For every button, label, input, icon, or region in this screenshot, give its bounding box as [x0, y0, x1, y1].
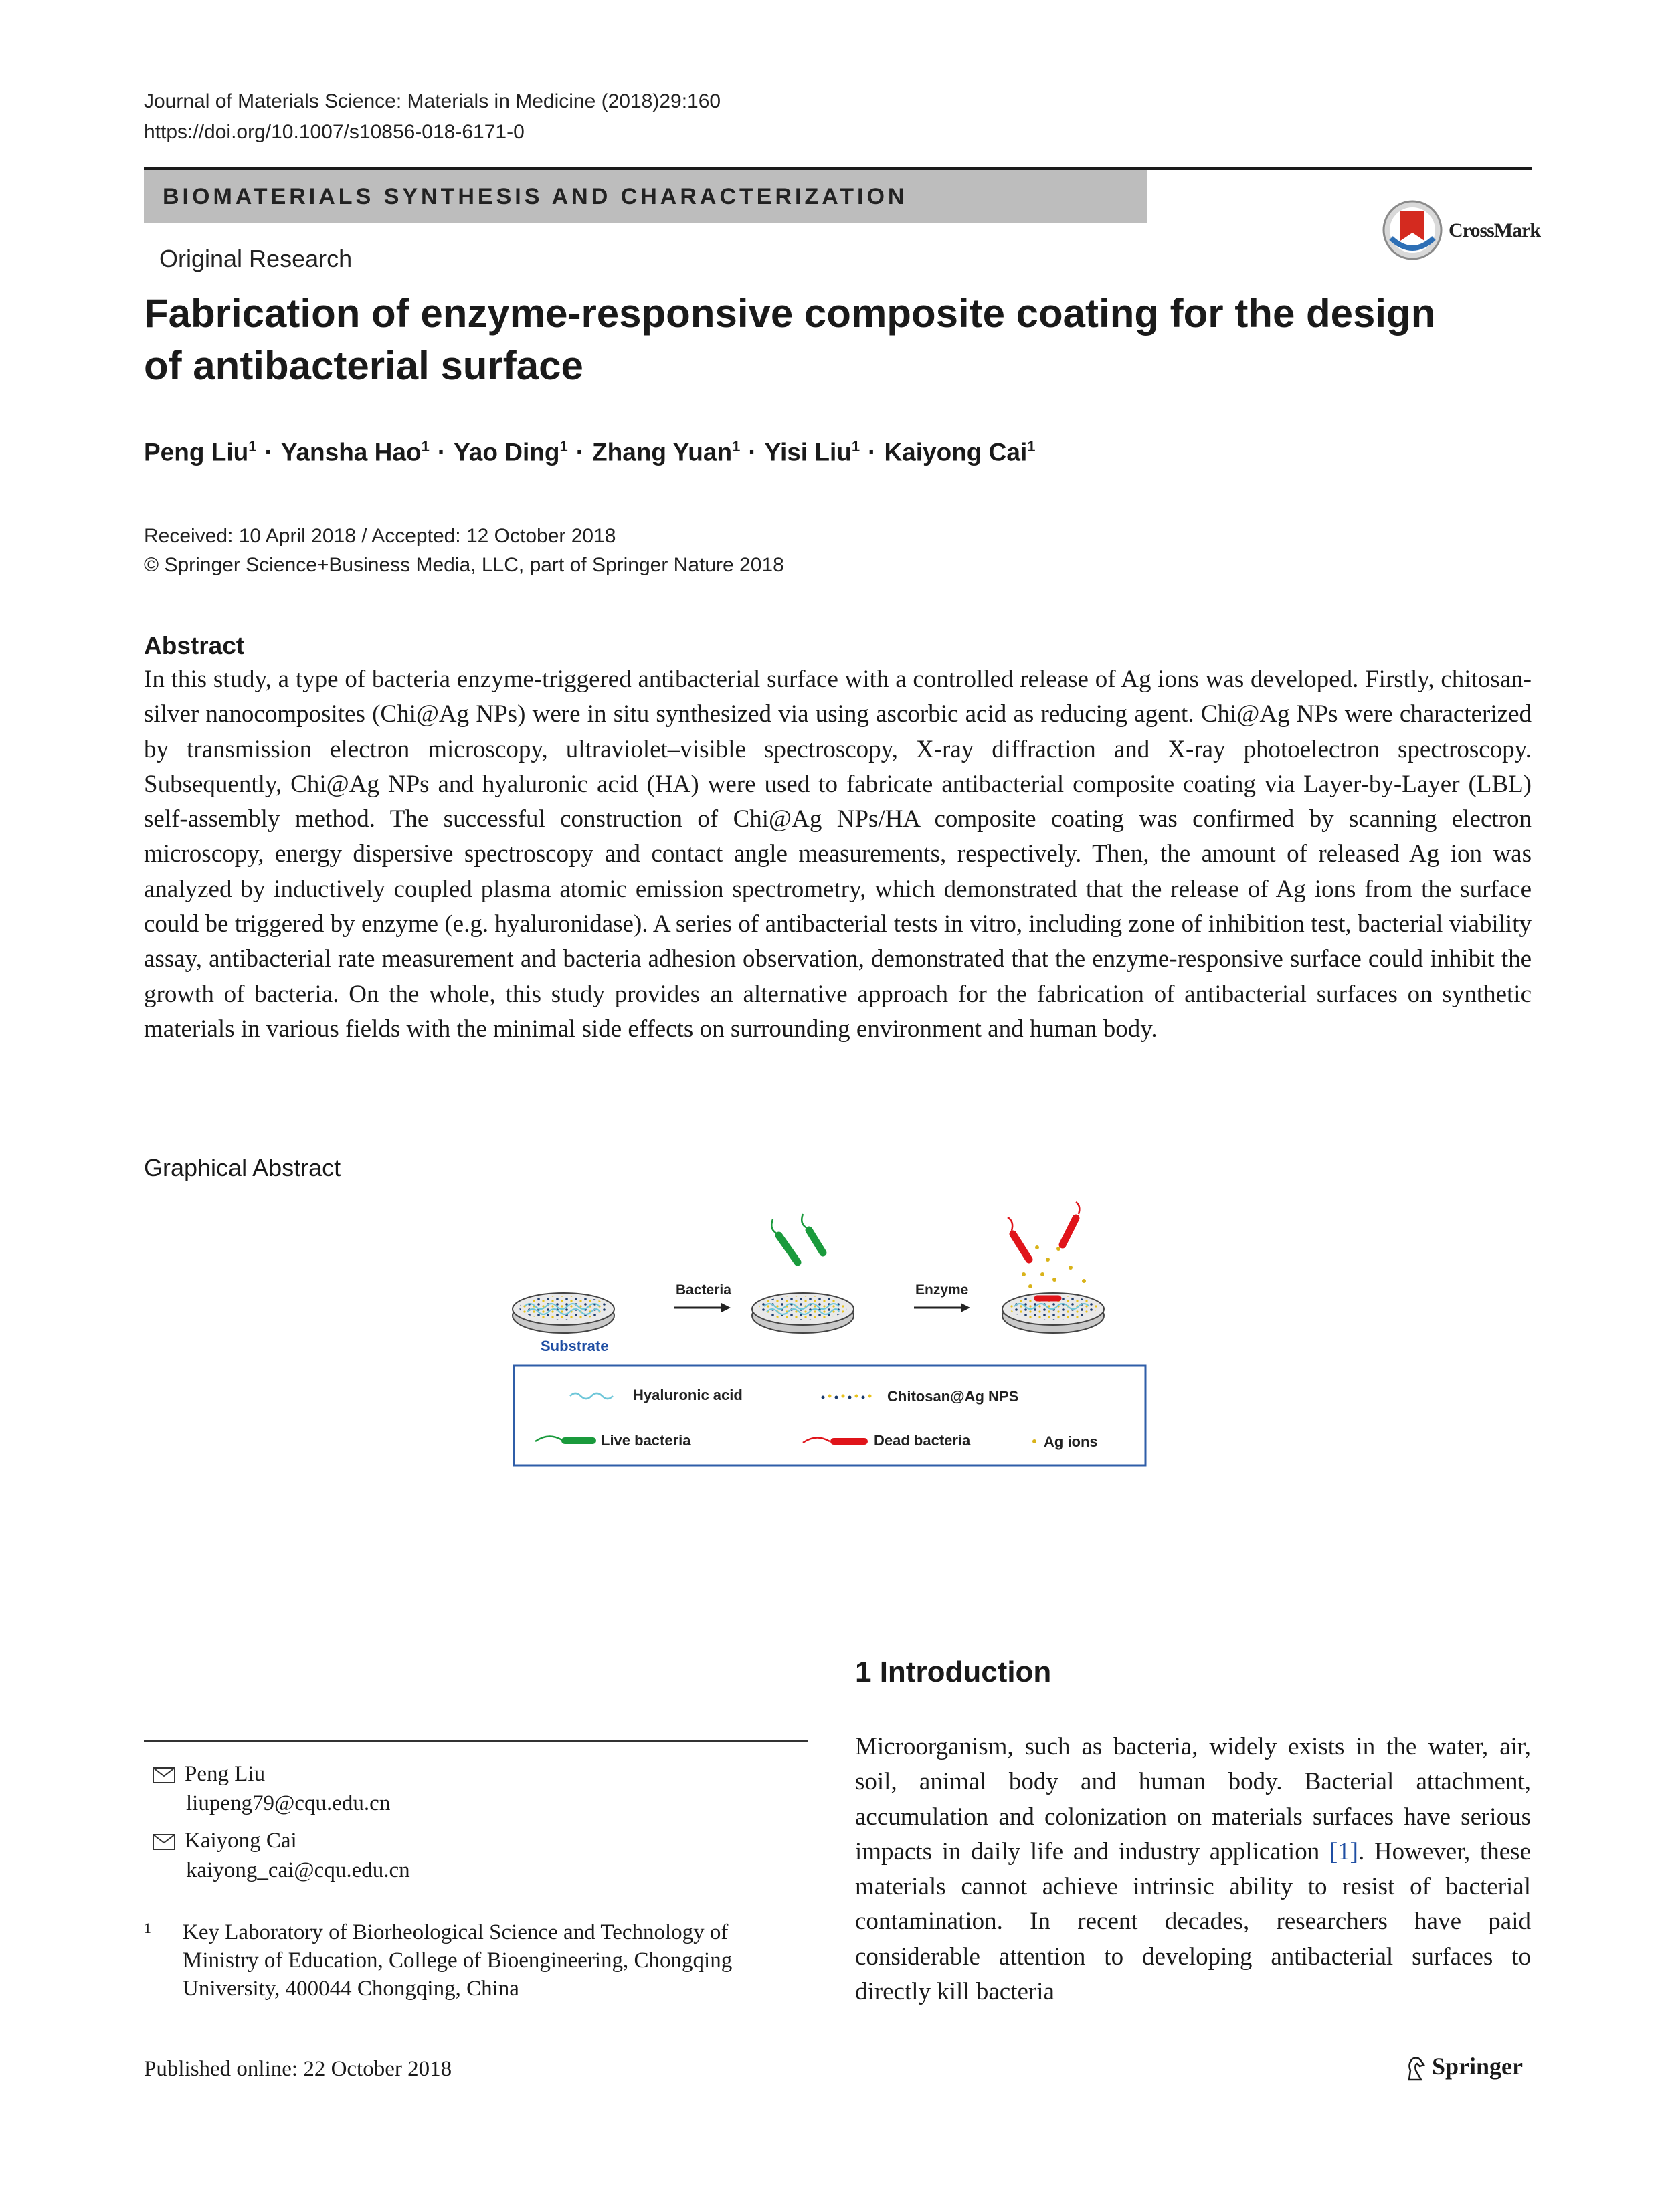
doi-link[interactable]: https://doi.org/10.1007/s10856-018-6171-0 [144, 121, 525, 143]
legend-hyaluronic-acid: Hyaluronic acid [633, 1387, 743, 1403]
received-accepted-dates: Received: 10 April 2018 / Accepted: 12 October 2018 [144, 525, 616, 547]
author-affiliation-marker: 1 [1027, 438, 1036, 455]
corresponding-author-1 [153, 1759, 390, 1818]
envelope-icon [153, 1767, 175, 1783]
legend-dead-bacteria: Dead bacteria [874, 1432, 971, 1449]
author-name[interactable]: Peng Liu [144, 438, 249, 466]
legend-box [514, 1365, 1145, 1466]
affiliation-number: 1 [144, 1920, 151, 1936]
arrow-2-head [961, 1303, 970, 1312]
journal-citation: Journal of Materials Science: Materials in Medicine (2018)29:160 [144, 90, 721, 112]
abstract-text: In this study, a type of bacteria enzyme-triggered antibacterial surface with a controlled release of Ag ions was developed. Firstly, chitosan-silver nanocomposites (Chi@Ag NPs) were in situ synthesized via using ascorbic acid as reducing agent. Chi@Ag NPs were characterized by transmission electron microscopy, ultraviolet–visible spectroscopy, X-ray diffraction and X-ray photoelectron spectroscopy. Subsequently, Chi@Ag NPs and hyaluronic acid (HA) were used to fabricate antibacterial composite coating via Layer-by-Layer (LBL) self-assembly method. The successful construction of Chi@Ag NPs/HA composite coating was confirmed by scanning electron microscopy, energy dispersive spectroscopy and contact angle measurements, respectively. Then, the amount of released Ag ion was analyzed by inductively coupled plasma atomic emission spectrometry, which demonstrated that the release of Ag ions from the surface could be triggered by enzyme (e.g. hyaluronidase). A series of antibacterial tests in vitro, including zone of inhibition test, bacterial viability assay, antibacterial rate measurement and bacteria adhesion observation, demonstrated that the enzyme-responsive surface could inhibit the growth of bacteria. On the whole, this study provides an alternative approach for the fabrication of antibacterial surfaces on synthetic materials in various fields with the minimal side effects on surrounding environment and human body. [144, 666, 1532, 1043]
author-name[interactable]: Kaiyong Cai [884, 438, 1028, 466]
author-separator: · [437, 438, 446, 466]
author-separator: · [264, 438, 273, 466]
substrate-dish-2 [752, 1293, 854, 1333]
legend-ag-swatch [1032, 1439, 1036, 1443]
crossmark-badge[interactable] [1382, 199, 1541, 264]
publisher-name: Springer [1432, 2053, 1524, 2080]
author-name[interactable]: Yao Ding [454, 438, 560, 466]
substrate-dish-1 [513, 1293, 614, 1333]
dead-bacteria-group [1008, 1202, 1079, 1260]
affiliation-footnote [144, 1918, 786, 2003]
paper-title: Fabrication of enzyme-responsive composite coating for the design of antibacterial surface [144, 291, 1436, 388]
correspondent-email[interactable]: liupeng79@cqu.edu.cn [186, 1791, 391, 1815]
correspondent-name: Peng Liu [185, 1762, 266, 1786]
author-separator: · [575, 438, 585, 466]
copyright-notice: © Springer Science+Business Media, LLC, part of Springer Nature 2018 [144, 554, 784, 576]
introduction-text [855, 1730, 1531, 2009]
author-list [144, 438, 1036, 466]
crossmark-icon [1382, 199, 1443, 261]
correspondent-name: Kaiyong Cai [185, 1829, 297, 1853]
correspondent-email[interactable]: kaiyong_cai@cqu.edu.cn [186, 1858, 410, 1882]
graphical-abstract-heading: Graphical Abstract [144, 1154, 341, 1181]
live-bacteria-group [771, 1214, 823, 1262]
legend-chitosan-ag: Chitosan@Ag NPS [887, 1388, 1019, 1405]
legend-live-bacteria: Live bacteria [601, 1432, 691, 1449]
author-affiliation-marker: 1 [851, 438, 860, 455]
author-affiliation-marker: 1 [248, 438, 257, 455]
abstract-heading: Abstract [144, 632, 245, 660]
enzyme-arrow-label: Enzyme [915, 1282, 969, 1298]
published-online-date: Published online: 22 October 2018 [144, 2057, 452, 2081]
author-affiliation-marker: 1 [732, 438, 741, 455]
bacteria-arrow-label: Bacteria [676, 1282, 731, 1298]
footnote-rule [144, 1740, 808, 1742]
author-separator: · [748, 438, 757, 466]
substrate-label: Substrate [541, 1338, 609, 1354]
introduction-heading: 1 Introduction [855, 1655, 1052, 1688]
ag-ions-released [1022, 1245, 1086, 1288]
author-name[interactable]: Zhang Yuan [592, 438, 733, 466]
springer-horse-icon [1404, 2055, 1428, 2082]
arrow-1-head [721, 1303, 731, 1312]
intro-text-part-1: Microorganism, such as bacteria, widely exists in the water, air, soil, animal body and human body. Bacterial attachment, accumulation and colonization on materials surfaces have serious impacts in daily life and industry application [855, 1733, 1531, 1866]
author-affiliation-marker: 1 [559, 438, 568, 455]
author-separator: · [868, 438, 877, 466]
section-banner: BIOMATERIALS SYNTHESIS AND CHARACTERIZATION [144, 170, 1147, 223]
author-name[interactable]: Yansha Hao [280, 438, 422, 466]
intro-text-part-2: . However, these materials cannot achieve intrinsic ability to resist of bacterial contamination. In recent decades, researchers have paid considerable attention to developing antibacterial surfaces to directly kill bacteria [855, 1837, 1531, 2006]
springer-logo [1404, 2052, 1523, 2082]
affiliation-text: Key Laboratory of Biorheological Science and Technology of Ministry of Education, College of Bioengineering, Chongqing University, 400044 Chongqing, China [183, 1920, 733, 2001]
citation-link[interactable]: [1] [1329, 1837, 1359, 1866]
envelope-icon [153, 1834, 175, 1850]
graphical-abstract-figure [509, 1201, 1151, 1468]
substrate-dish-3 [1002, 1293, 1104, 1333]
legend-ag-ions: Ag ions [1044, 1433, 1098, 1450]
article-type: Original Research [159, 245, 353, 272]
corresponding-author-2 [153, 1826, 410, 1885]
author-affiliation-marker: 1 [421, 438, 430, 455]
crossmark-label: CrossMark [1449, 219, 1541, 241]
author-name[interactable]: Yisi Liu [764, 438, 852, 466]
